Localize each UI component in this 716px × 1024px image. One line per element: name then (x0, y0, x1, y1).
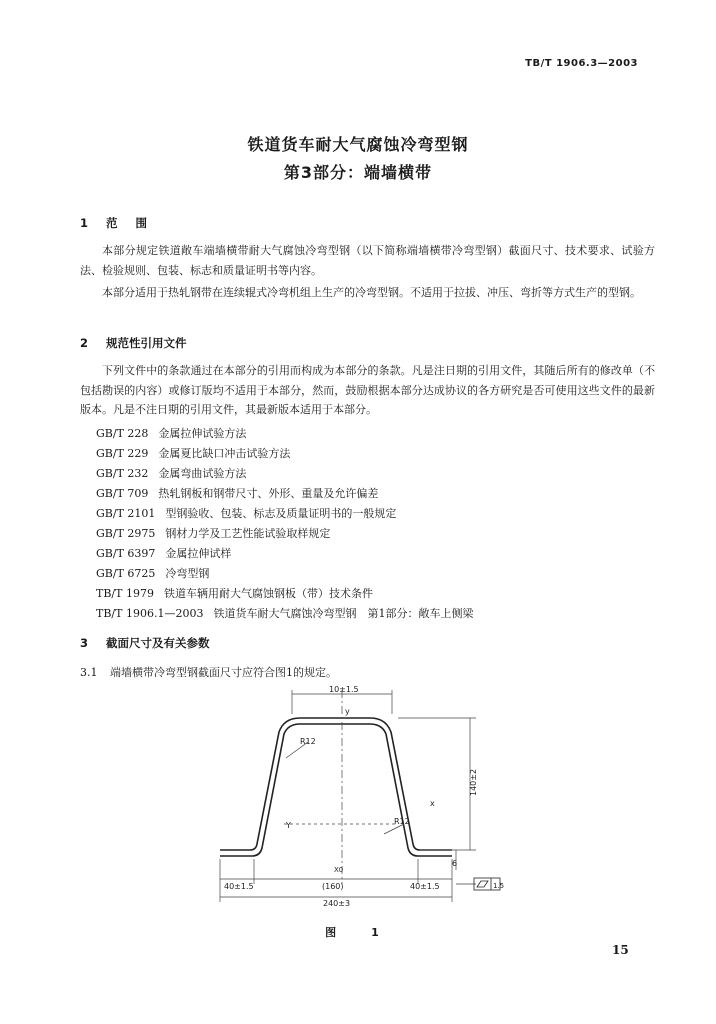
dim-radius-bottom: R12 (394, 817, 410, 826)
section-1-title: 范围 (106, 216, 166, 230)
reference-item (96, 545, 231, 561)
reference-item (96, 525, 330, 541)
document-subtitle: 第3部分：端墙横带 (283, 163, 433, 182)
reference-title: 金属夏比缺口冲击试验方法 (158, 447, 291, 460)
flatness-value: 1.5 (493, 882, 505, 890)
reference-title: 金属拉伸试样 (165, 547, 232, 560)
section-1-paragraph-1: 本部分规定铁道敞车端墙横带耐大气腐蚀冷弯型钢（以下简称端墙横带冷弯型钢）截面尺寸、技术要求、试验方法、检验规则、包装、标志和质量证明书等内容。 (80, 244, 655, 277)
section-3-title: 截面尺寸及有关参数 (106, 636, 210, 650)
section-3-number: 3 (80, 636, 89, 650)
reference-item (96, 585, 373, 601)
dim-radius-top: R12 (300, 737, 316, 746)
reference-title: 金属拉伸试验方法 (158, 427, 247, 440)
reference-code: GB/T 232 (96, 467, 149, 480)
reference-item (96, 445, 290, 461)
document-title: 铁道货车耐大气腐蚀冷弯型钢 (247, 135, 469, 154)
clause-3-1 (80, 664, 337, 680)
dim-height: 140±2 (469, 768, 478, 796)
reference-code: GB/T 2101 (96, 507, 156, 520)
figure-1-caption: 图 1 (325, 926, 391, 939)
reference-code: TB/T 1979 (96, 587, 154, 600)
reference-code: GB/T 709 (96, 487, 149, 500)
figure-1-cross-section (208, 684, 528, 912)
dim-total-width: 240±3 (323, 899, 351, 908)
clause-3-1-number: 3.1 (80, 666, 98, 679)
reference-item (96, 425, 246, 441)
reference-code: GB/T 6397 (96, 547, 156, 560)
dim-right-flange: 40±1.5 (410, 882, 440, 891)
reference-code: GB/T 6725 (96, 567, 156, 580)
clause-3-1-text: 端墙横带冷弯型钢截面尺寸应符合图1的规定。 (110, 666, 337, 679)
centroid-x-label: X0 (334, 866, 344, 874)
reference-code: TB/T 1906.1—2003 (96, 607, 204, 620)
dimension-lines (220, 690, 476, 902)
section-2-paragraph: 下列文件中的条款通过在本部分的引用而构成为本部分的条款。凡是注日期的引用文件，其随后所有的修改单（不包括勘误的内容）或修订版均不适用于本部分，然而，鼓励根据本部分达成协议的各方研究是否可使用这些文件的最新版本。凡是不注日期的引用文件，其最新版本适用于本部分。 (80, 364, 655, 416)
reference-item (96, 605, 473, 621)
reference-title: 铁道货车耐大气腐蚀冷弯型钢 第1部分：敞车上侧梁 (213, 607, 474, 620)
reference-title: 冷弯型钢 (165, 567, 210, 580)
section-1-paragraph-2: 本部分适用于热轧钢带在连续辊式冷弯机组上生产的冷弯型钢。不适用于拉拔、冲压、弯折等方式生产的型钢。 (102, 286, 641, 299)
reference-title: 铁道车辆用耐大气腐蚀钢板（带）技术条件 (163, 587, 373, 600)
profile-outline (220, 718, 452, 856)
reference-item (96, 565, 209, 581)
section-3-heading (80, 635, 210, 651)
axis-y-label: y (345, 707, 350, 716)
reference-item (96, 505, 396, 521)
reference-code: GB/T 229 (96, 447, 149, 460)
section-2-heading (80, 335, 187, 351)
section-1-number: 1 (80, 216, 89, 230)
reference-item (96, 465, 246, 481)
axis-x-label: x (430, 799, 435, 808)
reference-title: 型钢验收、包装、标志及质量证明书的一般规定 (165, 507, 397, 520)
dim-middle: (160) (322, 882, 344, 891)
reference-code: GB/T 228 (96, 427, 149, 440)
standard-code-header: TB/T 1906.3—2003 (525, 58, 638, 69)
section-1-heading (80, 215, 165, 231)
dim-top-width: 10±1.5 (329, 685, 359, 694)
reference-item (96, 485, 378, 501)
section-2-number: 2 (80, 336, 89, 350)
reference-title: 热轧钢板和钢带尺寸、外形、重量及允许偏差 (158, 487, 379, 500)
reference-title: 金属弯曲试验方法 (158, 467, 247, 480)
page-number: 15 (612, 943, 629, 957)
centroid-y-label: Y (286, 821, 291, 830)
reference-code: GB/T 2975 (96, 527, 156, 540)
section-2-title: 规范性引用文件 (106, 336, 187, 350)
dim-left-flange: 40±1.5 (224, 882, 254, 891)
reference-title: 钢材力学及工艺性能试验取样规定 (165, 527, 331, 540)
dim-thickness: 6 (452, 859, 458, 868)
